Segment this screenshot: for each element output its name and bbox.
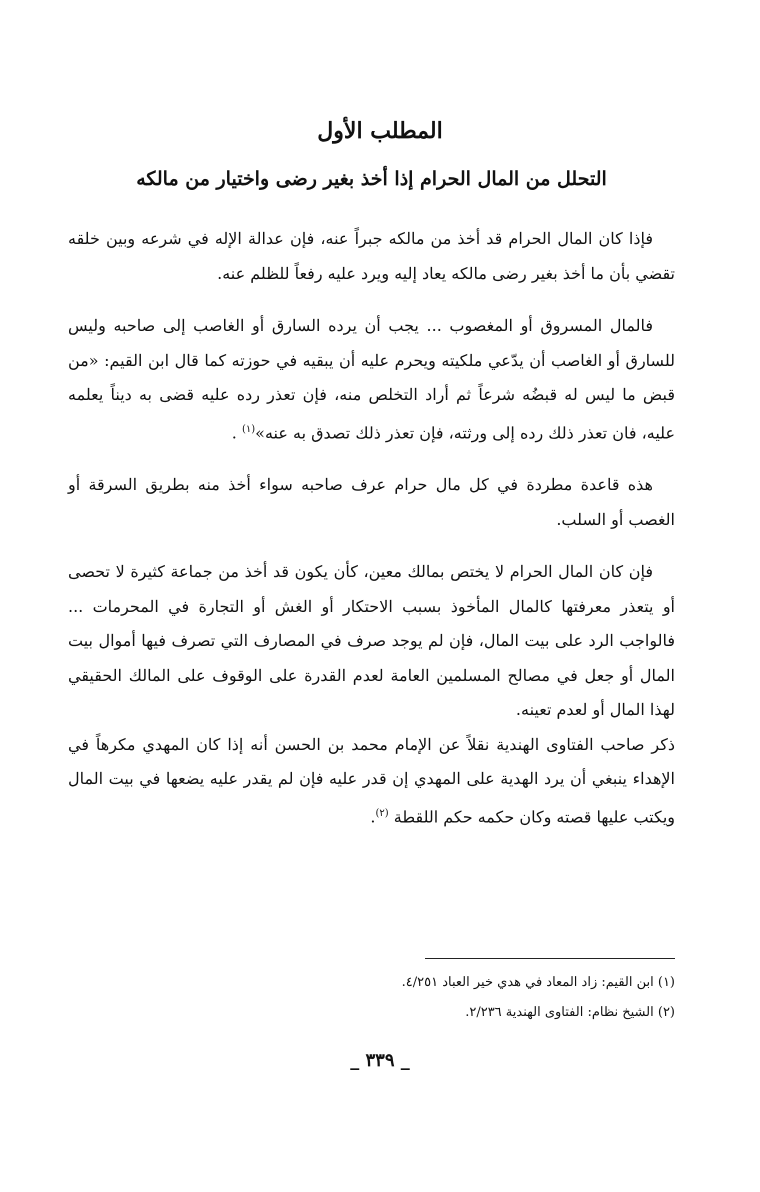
paragraph-4 [68,555,675,728]
body-text [68,222,675,853]
page-number: _ ٣٣٩ _ [350,1050,410,1071]
footnote-ref-2[interactable]: (٢) [375,807,389,819]
footnote-2: (٢) الشيخ نظام: الفتاوى الهندية ٢/٢٣٦. [465,1005,675,1020]
footnote-ref-1[interactable]: (١) [241,423,256,435]
paragraph-2-text: فالمال المسروق أو المغصوب ... يجب أن يرده السارق أو الغاصب إلى صاحبه وليس للسارق أو الغاصب أن يدّعي ملكيته ويحرم عليه أن يبقيه في حوزته كما قال ابن القيم: «من قبض ما ليس له قبضُه شرعاً ثم أراد التخلص منه، فإن تعذر رده عليه قضى به ديناً يعلمه عليه، فان تعذر ذلك رده إلى ورثته، فإن تعذر ذلك تصدق به عنه» [68,316,675,442]
footnote-1: (١) ابن القيم: زاد المعاد في هدي خير العباد ٤/٢٥١. [401,975,675,990]
paragraph-3 [68,468,675,537]
footnote-divider [425,958,675,959]
paragraph-1-text: فإذا كان المال الحرام قد أخذ من مالكه جبراً عنه، فإن عدالة الإله في شرعه وبين خلقه تقضي بأن ما أخذ بغير رضى مالكه يعاد إليه ويرد عليه رفعاً للظلم عنه. [68,229,675,283]
paragraph-5-tail: . [370,807,376,827]
section-subtitle: التحلل من المال الحرام إذا أخذ بغير رضى واختيار من مالكه [136,168,607,190]
paragraph-2-tail: . [231,422,242,442]
paragraph-5-text: ذكر صاحب الفتاوى الهندية نقلاً عن الإمام محمد بن الحسن أنه إذا كان المهدي مكرهاً في الإهداء ينبغي أن يرد الهدية على المهدي إن قدر عليه فإن لم يقدر عليه يضعها في بيت المال ويكتب عليها قصته وكان حكمه حكم اللقطة [68,734,675,827]
paragraph-3-text: هذه قاعدة مطردة في كل مال حرام عرف صاحبه سواء أخذ منه بطريق السرقة أو الغصب أو السلب. [68,475,675,529]
paragraph-2 [68,309,675,450]
paragraph-4-text: فإن كان المال الحرام لا يختص بمالك معين، كأن يكون قد أخذ من جماعة كثيرة لا تحصى أو يتعذر معرفتها كالمال المأخوذ بسبب الاحتكار أو الغش أو التجارة في المحرمات ... فالواجب الرد على بيت المال، فإن لم يوجد صرف في المصارف التي تصرف فيها أموال بيت المال أو جعل في مصالح المسلمين العامة لعدم القدرة على الوقوف على المالك الحقيقي لهذا المال أو لعدم تعينه. [68,562,675,720]
footnotes [68,968,675,1028]
section-title: المطلب الأول [317,118,443,144]
paragraph-1 [68,222,675,291]
paragraph-5 [68,728,675,835]
